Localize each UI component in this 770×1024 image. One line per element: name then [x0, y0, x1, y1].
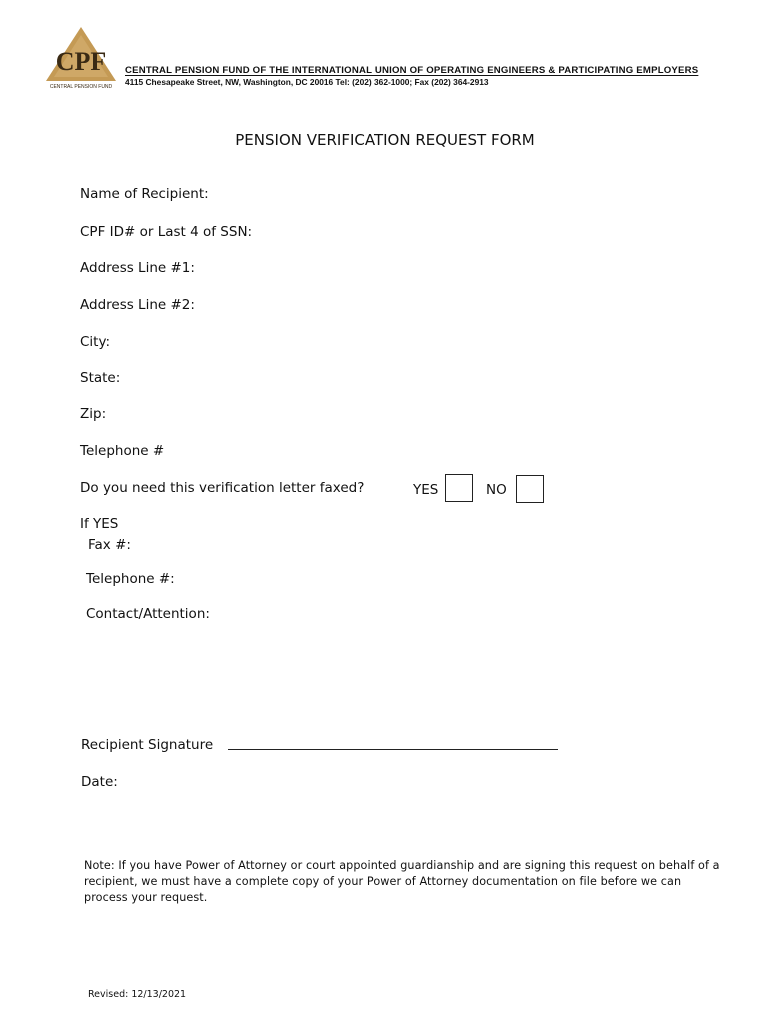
recipient-name-label: Name of Recipient:	[80, 186, 209, 202]
city-label: City:	[80, 334, 111, 350]
cpf-logo-graphic	[44, 25, 118, 91]
signature-line[interactable]	[228, 749, 558, 750]
no-label: NO	[486, 482, 507, 498]
yes-checkbox[interactable]	[445, 474, 473, 502]
org-address: 4115 Chesapeake Street, NW, Washington, DC 20016 Tel: (202) 362-1000; Fax (202) 364-2913	[125, 77, 489, 87]
fax-number-label: Fax #:	[88, 537, 131, 553]
org-name: CENTRAL PENSION FUND OF THE INTERNATIONAL UNION OF OPERATING ENGINEERS & PARTICIPATING EMPLOYERS	[125, 65, 699, 76]
fax-question-label: Do you need this verification letter faxed?	[80, 480, 365, 496]
state-label: State:	[80, 370, 121, 386]
revised-date: Revised: 12/13/2021	[88, 989, 187, 1000]
cpf-id-label: CPF ID# or Last 4 of SSN:	[80, 224, 253, 240]
if-yes-label: If YES	[80, 516, 119, 532]
yes-label: YES	[413, 482, 439, 498]
zip-label: Zip:	[80, 406, 107, 422]
address-line-2-label: Address Line #2:	[80, 297, 195, 313]
contact-attention-label: Contact/Attention:	[86, 606, 210, 622]
signature-label: Recipient Signature	[81, 737, 214, 753]
telephone-label: Telephone #	[80, 443, 165, 459]
cpf-logo	[44, 25, 118, 91]
form-title: PENSION VERIFICATION REQUEST FORM	[235, 131, 535, 149]
no-checkbox[interactable]	[516, 475, 544, 503]
address-line-1-label: Address Line #1:	[80, 260, 195, 276]
date-label: Date:	[81, 774, 118, 790]
poa-note: Note: If you have Power of Attorney or court appointed guardianship and are signing this request on behalf of a recipient, we must have a complete copy of your Power of Attorney documentation on file before we can process your request.	[84, 859, 720, 904]
logo-caption: CENTRAL PENSION FUND	[49, 84, 113, 90]
fax-telephone-label: Telephone #:	[86, 571, 175, 587]
logo-text: CPF	[55, 47, 107, 76]
